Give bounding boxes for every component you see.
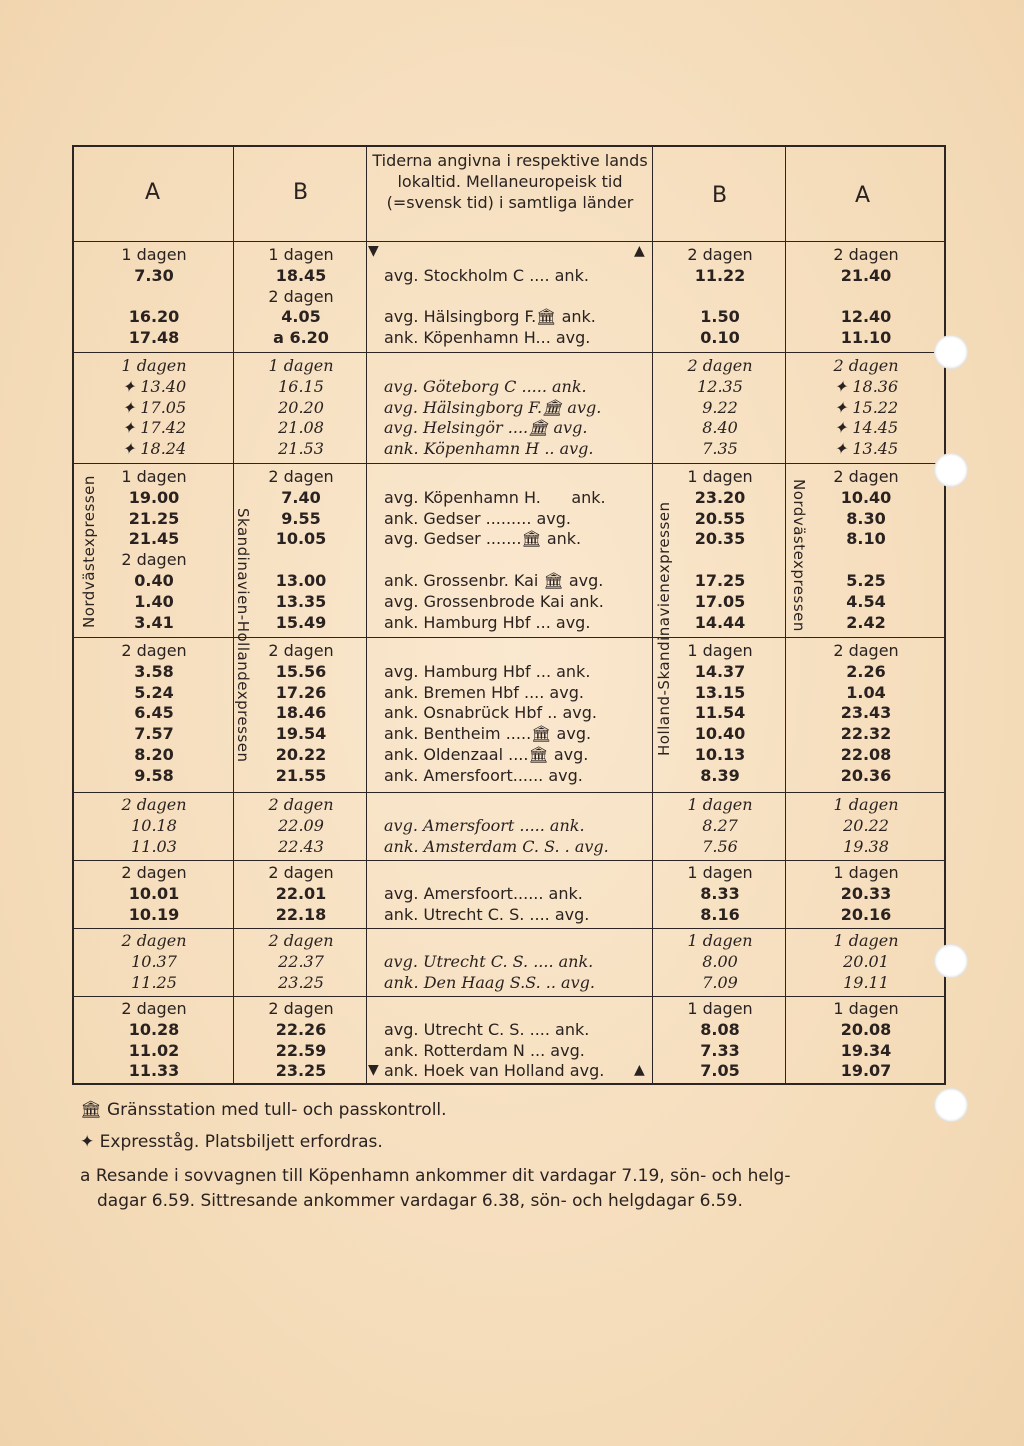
time-cell: 22.09 <box>278 815 324 835</box>
time-cell: 9.58 <box>134 765 174 785</box>
section-7-stations-column <box>384 931 652 993</box>
time-cell: 1 dagen <box>268 245 334 264</box>
time-cell: 9.55 <box>281 508 321 528</box>
time-cell: 23.20 <box>694 487 746 507</box>
time-cell: 22.01 <box>275 883 327 903</box>
time-cell: 1 dagen <box>687 999 753 1018</box>
station-row <box>384 795 652 816</box>
time-cell: 22.08 <box>840 744 892 764</box>
time-cell: 20.01 <box>843 951 889 971</box>
section-1-b-right-column <box>654 245 786 349</box>
time-cell: 8.40 <box>702 418 738 438</box>
section-4-a-left-column <box>74 641 234 787</box>
station-row: ank. Bremen Hbf .... avg. <box>384 682 584 702</box>
section-4-stations-column <box>384 641 652 787</box>
time-cell: 19.54 <box>275 724 327 744</box>
time-cell: 2 dagen <box>121 999 187 1018</box>
time-cell: ✦ 13.45 <box>833 439 899 459</box>
time-cell: 2 dagen <box>121 931 187 950</box>
time-cell: 10.05 <box>275 529 327 549</box>
time-cell: 3.41 <box>134 612 174 632</box>
footnote-a-line2: dagar 6.59. Sittresande ankommer vardagar 6.38, sön- och helgdagar 6.59. <box>97 1191 743 1211</box>
time-cell: 22.43 <box>278 836 324 856</box>
time-cell: 10.19 <box>128 904 180 924</box>
station-row: avg. Stockholm C .... ank. <box>384 265 589 285</box>
time-cell: 17.25 <box>694 570 746 590</box>
time-cell: 0.10 <box>700 328 740 348</box>
section-1-stations-column <box>384 245 652 349</box>
time-cell: 20.22 <box>275 744 327 764</box>
station-row <box>384 356 652 377</box>
time-cell: a 6.20 <box>273 328 329 348</box>
time-cell: 22.26 <box>275 1019 327 1039</box>
time-cell: 21.40 <box>840 265 892 285</box>
station-row: avg. Gedser .......🏛 ank. <box>384 529 582 549</box>
punch-hole <box>934 1088 968 1122</box>
station-row: ank. Bentheim .....🏛 avg. <box>384 724 592 744</box>
station-row: avg. Helsingör ....🏛 avg. <box>384 418 588 438</box>
train-label-left-b: Skandinavien-Hollandexpressen <box>234 508 252 763</box>
time-cell: 17.48 <box>128 328 180 348</box>
section-3-a-left-column <box>74 467 234 633</box>
time-cell: 10.13 <box>694 744 746 764</box>
header-col-b-left: B <box>293 180 309 205</box>
time-cell: 2 dagen <box>268 931 334 950</box>
time-cell: 1 dagen <box>121 467 187 486</box>
section-4-b-left-column <box>235 641 367 787</box>
time-cell: 23.25 <box>278 972 324 992</box>
time-cell: 3.58 <box>134 661 174 681</box>
section-7-b-left-column <box>235 931 367 993</box>
station-row: avg. Amersfoort...... ank. <box>384 883 583 903</box>
section-5-a-left-column <box>74 795 234 857</box>
section-2-a-left-column <box>74 356 234 460</box>
station-row <box>384 245 652 266</box>
station-row: ank. Hoek van Holland avg. <box>384 1061 605 1081</box>
time-cell: 14.37 <box>694 661 746 681</box>
time-cell: 1 dagen <box>833 795 899 814</box>
station-row: ank. Osnabrück Hbf .. avg. <box>384 703 597 723</box>
time-cell: 20.35 <box>694 529 746 549</box>
station-row: ank. Utrecht C. S. .... avg. <box>384 904 590 924</box>
header-bottom-rule <box>72 241 946 242</box>
time-cell: 8.27 <box>702 815 738 835</box>
section-8-a-right-column <box>787 999 945 1082</box>
time-cell: 8.00 <box>702 951 738 971</box>
time-cell: 10.40 <box>840 487 892 507</box>
time-cell: 2.42 <box>846 612 886 632</box>
time-cell: 11.10 <box>840 328 892 348</box>
time-cell: 22.37 <box>278 951 324 971</box>
time-cell: 1 dagen <box>833 931 899 950</box>
punch-hole <box>934 453 968 487</box>
time-cell: 18.45 <box>275 265 327 285</box>
time-cell: 1 dagen <box>833 999 899 1018</box>
section-5-b-right-column <box>654 795 786 857</box>
time-cell: 11.03 <box>131 836 177 856</box>
time-cell: 20.22 <box>843 815 889 835</box>
time-cell: 20.08 <box>840 1019 892 1039</box>
time-cell: 12.40 <box>840 307 892 327</box>
time-cell: 2 dagen <box>268 999 334 1018</box>
station-row: avg. Hamburg Hbf ... ank. <box>384 661 591 681</box>
header-col-a-right: A <box>855 183 871 208</box>
time-cell <box>74 287 234 308</box>
station-row: ank. Grossenbr. Kai 🏛 avg. <box>384 570 604 590</box>
time-cell: 16.20 <box>128 307 180 327</box>
section-3-b-right-column <box>654 467 786 633</box>
station-row <box>384 931 652 952</box>
section-5-stations-column <box>384 795 652 857</box>
time-cell: 7.56 <box>702 836 738 856</box>
time-cell: 7.35 <box>702 439 738 459</box>
section-1-a-right-column <box>787 245 945 349</box>
time-cell: 11.54 <box>694 703 746 723</box>
section-6-stations-column <box>384 863 652 925</box>
time-cell: 22.32 <box>840 724 892 744</box>
section-5-a-right-column <box>787 795 945 857</box>
down-arrow-icon: ▼ <box>368 1062 379 1078</box>
time-cell: 2 dagen <box>121 863 187 882</box>
station-row: ank. Oldenzaal ....🏛 avg. <box>384 744 589 764</box>
time-cell: 2 dagen <box>268 863 334 882</box>
time-cell: 0.40 <box>134 570 174 590</box>
section-3-a-right-column <box>787 467 945 633</box>
section-6-a-left-column <box>74 863 234 925</box>
time-cell: 7.05 <box>700 1061 740 1081</box>
time-cell: 8.39 <box>700 765 740 785</box>
time-cell: 13.15 <box>694 682 746 702</box>
table-bottom-rule <box>72 1083 946 1085</box>
time-cell: 20.20 <box>278 397 324 417</box>
time-cell: 15.56 <box>275 661 327 681</box>
time-cell <box>235 550 367 571</box>
time-cell: 2 dagen <box>833 467 899 486</box>
time-cell: 19.11 <box>843 972 889 992</box>
time-cell: 20.55 <box>694 508 746 528</box>
time-cell: 6.45 <box>134 703 174 723</box>
time-cell: 2 dagen <box>268 795 334 814</box>
time-cell: 17.05 <box>694 591 746 611</box>
station-row: ank. Köpenhamn H .. avg. <box>384 439 594 459</box>
section-3-stations-column <box>384 467 652 633</box>
time-cell: 18.46 <box>275 703 327 723</box>
time-cell: 12.35 <box>697 376 743 396</box>
time-cell: ✦ 14.45 <box>833 418 899 438</box>
time-cell: 11.33 <box>128 1061 180 1081</box>
station-row: avg. Utrecht C. S. .... ank. <box>384 1019 590 1039</box>
time-cell: 7.09 <box>702 972 738 992</box>
time-cell: 19.34 <box>840 1040 892 1060</box>
section-rule-5 <box>72 860 946 861</box>
time-cell: 8.20 <box>134 744 174 764</box>
section-8-stations-column <box>384 999 652 1082</box>
station-row <box>384 999 652 1020</box>
time-cell: 2 dagen <box>687 245 753 264</box>
time-cell: 10.28 <box>128 1019 180 1039</box>
time-cell: 1 dagen <box>121 356 187 375</box>
time-cell: ✦ 18.24 <box>121 439 187 459</box>
time-cell: 2 dagen <box>833 356 899 375</box>
time-cell: 11.25 <box>131 972 177 992</box>
time-cell: 17.26 <box>275 682 327 702</box>
section-rule-4 <box>72 792 946 793</box>
time-cell <box>787 550 945 571</box>
time-cell: 8.30 <box>846 508 886 528</box>
section-rule-7 <box>72 996 946 997</box>
time-cell: 5.24 <box>134 682 174 702</box>
header-col-a-left: A <box>145 180 161 205</box>
time-cell: 20.16 <box>840 904 892 924</box>
station-row: ank. Gedser ......... avg. <box>384 508 571 528</box>
footnote-a-line1: a Resande i sovvagnen till Köpenhamn ankommer dit vardagar 7.19, sön- och helg- <box>80 1166 791 1186</box>
time-cell: ✦ 15.22 <box>833 397 899 417</box>
station-row: avg. Grossenbrode Kai ank. <box>384 591 604 611</box>
time-cell: 1 dagen <box>268 356 334 375</box>
section-7-a-left-column <box>74 931 234 993</box>
section-2-stations-column <box>384 356 652 460</box>
section-5-b-left-column <box>235 795 367 857</box>
time-cell: 11.22 <box>694 265 746 285</box>
section-2-b-right-column <box>654 356 786 460</box>
time-cell: 20.36 <box>840 765 892 785</box>
time-cell: 7.33 <box>700 1040 740 1060</box>
divider-station-b-right <box>652 145 653 1085</box>
section-8-b-right-column <box>654 999 786 1082</box>
header-time-note: Tiderna angivna i respektive lands lokaltid. Mellaneuropeisk tid (=svensk tid) i samtliga länder <box>372 151 648 212</box>
time-cell: 1.40 <box>134 591 174 611</box>
time-cell: 13.00 <box>275 570 327 590</box>
section-1-a-left-column <box>74 245 234 349</box>
section-rule-3 <box>72 637 946 638</box>
time-cell: 22.59 <box>275 1040 327 1060</box>
station-row: ank. Amsterdam C. S. . avg. <box>384 836 609 856</box>
time-cell: 8.08 <box>700 1019 740 1039</box>
time-cell: 10.01 <box>128 883 180 903</box>
time-cell: 1 dagen <box>687 863 753 882</box>
time-cell <box>654 550 786 571</box>
section-6-a-right-column <box>787 863 945 925</box>
time-cell: 2 dagen <box>268 467 334 486</box>
station-row: ank. Den Haag S.S. .. avg. <box>384 972 595 992</box>
time-cell: 23.25 <box>275 1061 327 1081</box>
time-cell: 1 dagen <box>833 863 899 882</box>
time-cell: 8.33 <box>700 883 740 903</box>
time-cell: 21.08 <box>278 418 324 438</box>
station-row: avg. Amersfoort ..... ank. <box>384 815 585 835</box>
time-cell: ✦ 17.42 <box>121 418 187 438</box>
time-cell: 1 dagen <box>687 795 753 814</box>
time-cell: 10.37 <box>131 951 177 971</box>
time-cell: 9.22 <box>702 397 738 417</box>
station-row <box>384 550 652 571</box>
time-cell: 11.02 <box>128 1040 180 1060</box>
time-cell: 13.35 <box>275 591 327 611</box>
train-label-left-a: Nordvästexpressen <box>80 475 98 628</box>
train-label-right-b: Holland-Skandinavienexpressen <box>655 501 673 756</box>
footnote-border-station: 🏛 Gränsstation med tull- och passkontroll. <box>80 1100 447 1120</box>
station-row <box>384 641 652 662</box>
time-cell: 2 dagen <box>833 245 899 264</box>
time-cell: 19.00 <box>128 487 180 507</box>
time-cell: 20.33 <box>840 883 892 903</box>
station-row <box>384 863 652 884</box>
time-cell: 2.26 <box>846 661 886 681</box>
time-cell: 2 dagen <box>121 795 187 814</box>
time-cell: 19.38 <box>843 836 889 856</box>
station-row: ank. Amersfoort...... avg. <box>384 765 583 785</box>
time-cell: 7.40 <box>281 487 321 507</box>
section-rule-6 <box>72 928 946 929</box>
time-cell: 10.18 <box>131 815 177 835</box>
time-cell: 22.18 <box>275 904 327 924</box>
section-6-b-left-column <box>235 863 367 925</box>
section-3-b-left-column <box>235 467 367 633</box>
down-arrow-icon: ▼ <box>368 243 379 259</box>
time-cell: 5.25 <box>846 570 886 590</box>
footnote-express: ✦ Expresståg. Platsbiljett erfordras. <box>80 1132 383 1152</box>
time-cell: 2 dagen <box>121 641 187 660</box>
section-1-b-left-column <box>235 245 367 349</box>
header-col-b-right: B <box>712 183 728 208</box>
time-cell: 2 dagen <box>268 641 334 660</box>
train-label-right-a: Nordvästexpressen <box>790 479 808 632</box>
time-cell: 21.55 <box>275 765 327 785</box>
time-cell: 1.04 <box>846 682 886 702</box>
time-cell: ✦ 18.36 <box>833 376 899 396</box>
time-cell <box>787 287 945 308</box>
station-row: avg. Hälsingborg F.🏛 ank. <box>384 307 596 327</box>
section-4-a-right-column <box>787 641 945 787</box>
time-cell: 1.50 <box>700 307 740 327</box>
section-4-b-right-column <box>654 641 786 787</box>
station-row: avg. Hälsingborg F.🏛 avg. <box>384 397 602 417</box>
station-row: ank. Hamburg Hbf ... avg. <box>384 612 591 632</box>
station-row: ank. Köpenhamn H... avg. <box>384 328 591 348</box>
time-cell: 7.30 <box>134 265 174 285</box>
time-cell: 10.40 <box>694 724 746 744</box>
time-cell: 21.53 <box>278 439 324 459</box>
time-cell: ✦ 17.05 <box>121 397 187 417</box>
section-8-a-left-column <box>74 999 234 1082</box>
section-rule-2 <box>72 463 946 464</box>
section-2-a-right-column <box>787 356 945 460</box>
up-arrow-icon: ▲ <box>634 1062 645 1078</box>
time-cell: 1 dagen <box>687 467 753 486</box>
time-cell: 21.45 <box>128 529 180 549</box>
station-row: avg. Göteborg C ..... ank. <box>384 376 587 396</box>
station-row <box>384 467 652 488</box>
section-7-a-right-column <box>787 931 945 993</box>
station-row: avg. Köpenhamn H. ank. <box>384 487 606 507</box>
section-8-b-left-column <box>235 999 367 1082</box>
time-cell: 16.15 <box>278 376 324 396</box>
time-cell: 1 dagen <box>121 245 187 264</box>
time-cell: 4.54 <box>846 591 886 611</box>
station-row: avg. Utrecht C. S. .... ank. <box>384 951 594 971</box>
punch-hole <box>934 335 968 369</box>
time-cell: 15.49 <box>275 612 327 632</box>
time-cell: ✦ 13.40 <box>121 376 187 396</box>
punch-hole <box>934 944 968 978</box>
table-top-rule <box>72 145 946 147</box>
time-cell: 1 dagen <box>687 641 753 660</box>
station-row: ank. Rotterdam N ... avg. <box>384 1040 585 1060</box>
up-arrow-icon: ▲ <box>634 243 645 259</box>
section-7-b-right-column <box>654 931 786 993</box>
time-cell: 8.10 <box>846 529 886 549</box>
time-cell: 2 dagen <box>687 356 753 375</box>
section-rule-1 <box>72 352 946 353</box>
section-6-b-right-column <box>654 863 786 925</box>
time-cell: 4.05 <box>281 307 321 327</box>
time-cell: 8.16 <box>700 904 740 924</box>
section-2-b-left-column <box>235 356 367 460</box>
time-cell: 2 dagen <box>268 286 334 306</box>
time-cell: 19.07 <box>840 1061 892 1081</box>
time-cell: 1 dagen <box>687 931 753 950</box>
time-cell: 2 dagen <box>833 641 899 660</box>
time-cell: 7.57 <box>134 724 174 744</box>
time-cell: 23.43 <box>840 703 892 723</box>
time-cell <box>654 287 786 308</box>
station-row <box>384 287 652 308</box>
time-cell: 2 dagen <box>121 550 187 570</box>
time-cell: 14.44 <box>694 612 746 632</box>
time-cell: 21.25 <box>128 508 180 528</box>
